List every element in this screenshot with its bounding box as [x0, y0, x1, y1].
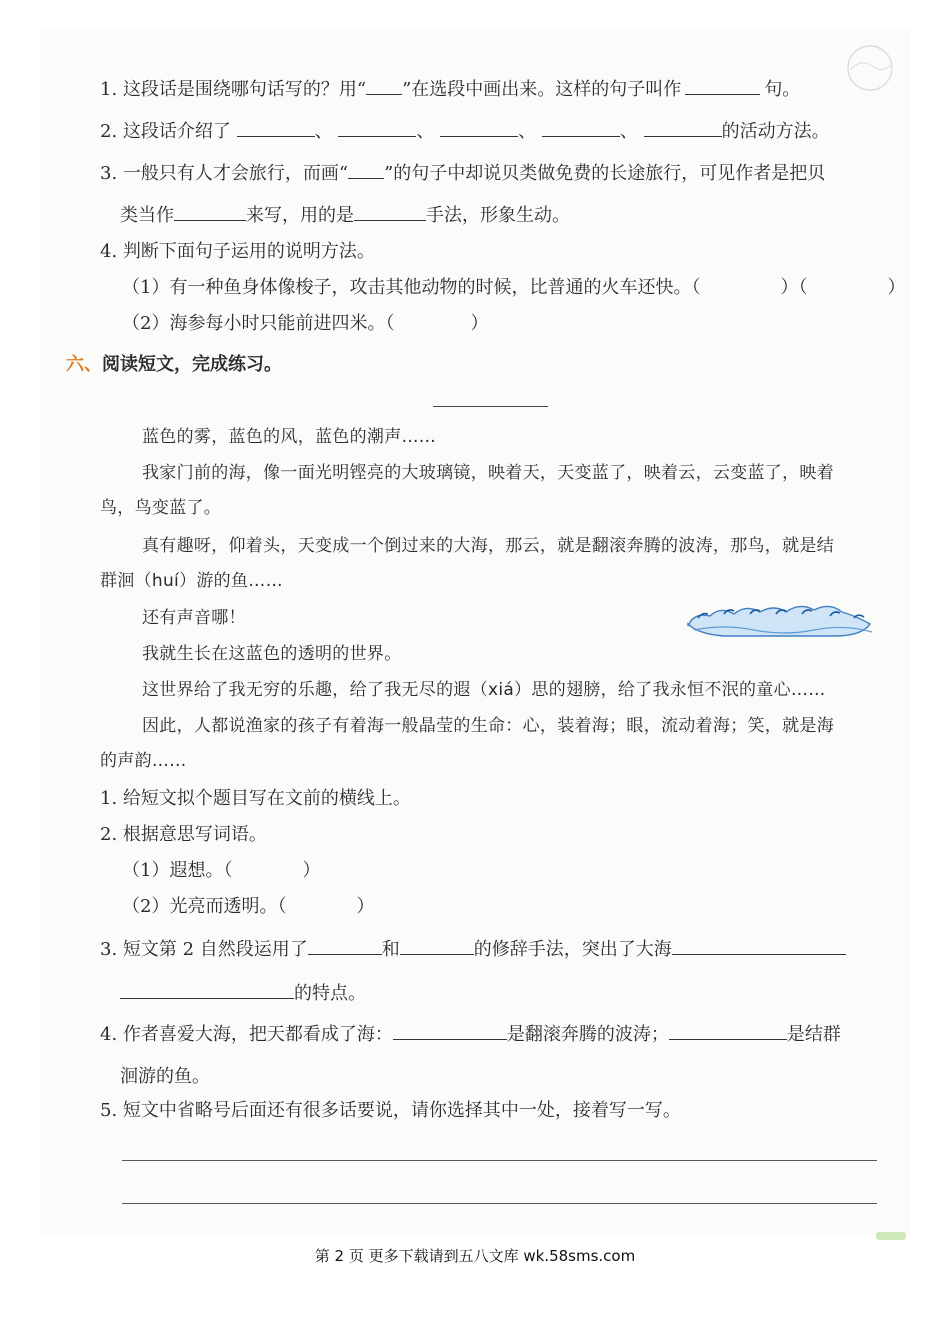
- passage-p6: 这世界给了我无穷的乐趣，给了我无尽的遐（xiá）思的翅膀，给了我永恒不泯的童心……: [142, 680, 826, 700]
- question-1: 1. 给短文拟个题目写在文前的横线上。: [100, 788, 411, 809]
- passage-p7b: 的声韵……: [100, 751, 187, 771]
- prev-q1: 1. 这段话是围绕哪句话写的？用“ ”在选段中画出来。这样的句子叫作 句。: [100, 76, 880, 103]
- passage-p2a: 我家门前的海，像一面光明铿亮的大玻璃镜，映着天，天变蓝了，映着云，云变蓝了，映着: [142, 463, 834, 483]
- passage-p3a: 真有趣呀，仰着头，天变成一个倒过来的大海，那云，就是翻滚奔腾的波涛，那鸟，就是结: [142, 536, 834, 556]
- title-blank-line: [433, 406, 548, 407]
- page-corner-tab: [876, 1232, 906, 1240]
- answer-line-2[interactable]: [122, 1203, 877, 1204]
- section-title: 阅读短文，完成练习。: [102, 354, 282, 375]
- passage-p4: 还有声音哪！: [142, 608, 246, 628]
- prev-q4-s1: （1）有一种鱼身体像梭子，攻击其他动物的时候，比普通的火车还快。（ ）（ ）: [122, 277, 906, 298]
- prev-q3-line2: 类当作 来写，用的是 手法，形象生动。: [120, 202, 880, 229]
- passage-p1: 蓝色的雾，蓝色的风，蓝色的潮声……: [142, 427, 437, 447]
- passage-p7a: 因此，人都说渔家的孩子有着海一般晶莹的生命：心，装着海；眼，流动着海；笑，就是海: [142, 716, 834, 736]
- question-2: 2. 根据意思写词语。: [100, 824, 267, 845]
- section-heading: [66, 350, 282, 376]
- section-number: 六、: [66, 354, 102, 375]
- question-3-line1: 3. 短文第 2 自然段运用了 和 的修辞手法，突出了大海: [100, 936, 880, 963]
- passage-p2b: 鸟，鸟变蓝了。: [100, 498, 222, 518]
- prev-q3-line1: 3. 一般只有人才会旅行，而画“ ”的句子中却说贝类做免费的长途旅行，可见作者是把贝: [100, 160, 880, 187]
- prev-q4-s2: （2）海参每小时只能前进四米。（ ）: [122, 313, 489, 334]
- passage-p5: 我就生长在这蓝色的透明的世界。: [142, 644, 402, 664]
- prev-q4-title: 4. 判断下面句子运用的说明方法。: [100, 241, 375, 262]
- passage-p3b: 群洄（huí）游的鱼……: [100, 571, 283, 591]
- question-4-line2: 洄游的鱼。: [120, 1066, 210, 1087]
- answer-line-1[interactable]: [122, 1160, 877, 1161]
- prev-q2: 2. 这段话介绍了 、 、 、 、 的活动方法。: [100, 118, 880, 145]
- page-footer: 第 2 页 更多下载请到五八文库 wk.58sms.com: [314, 1247, 636, 1265]
- question-5: 5. 短文中省略号后面还有很多话要说，请你选择其中一处，接着写一写。: [100, 1100, 681, 1121]
- question-4-line1: 4. 作者喜爱大海，把天都看成了海： 是翻滚奔腾的波涛； 是结群: [100, 1021, 880, 1048]
- question-2-2: （2）光亮而透明。（ ）: [122, 896, 375, 917]
- question-2-1: （1）遐想。（ ）: [122, 860, 321, 881]
- wave-illustration-icon: [684, 604, 876, 644]
- question-3-line2: 的特点。: [120, 980, 880, 1007]
